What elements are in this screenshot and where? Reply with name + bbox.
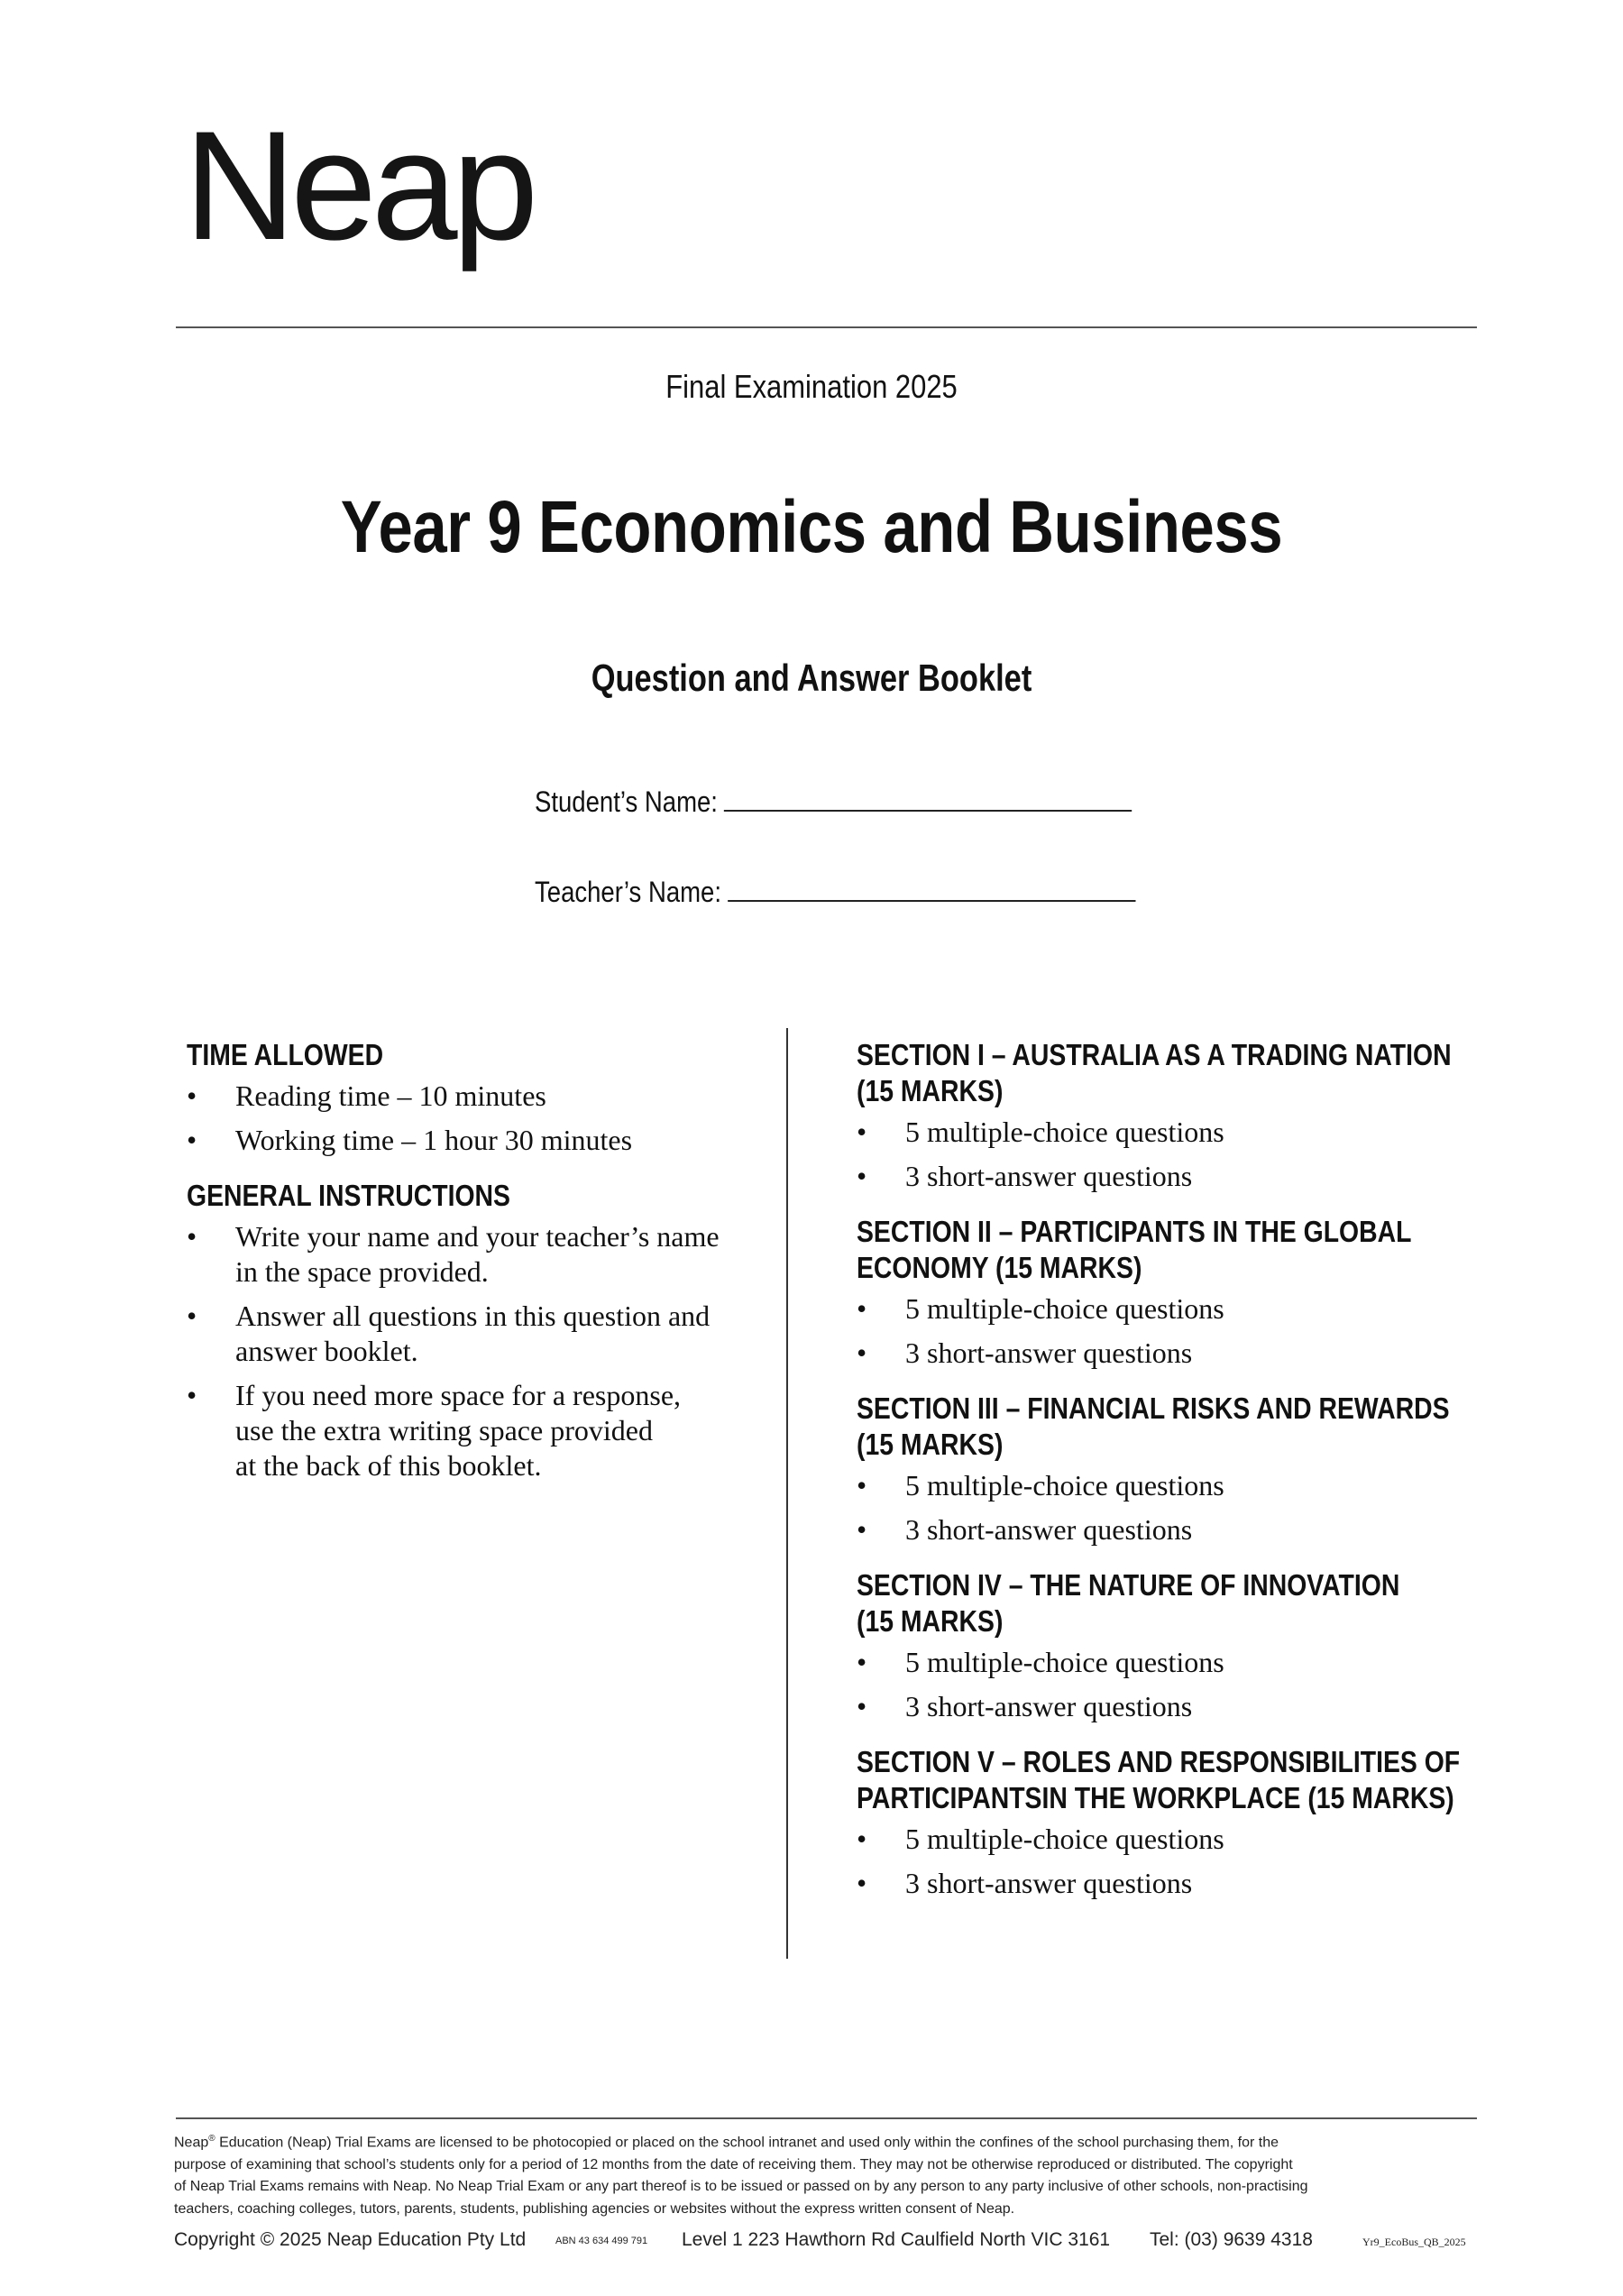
bullet-icon: •	[187, 1079, 197, 1112]
address: Level 1 223 Hawthorn Rd Caulfield North VIC 3161	[682, 2229, 1111, 2250]
list-item: • Reading time – 10 minutes	[187, 1079, 546, 1112]
header-divider	[176, 326, 1477, 328]
section-heading: SECTION I – AUSTRALIA AS A TRADING NATION (15 MARKS)	[857, 1038, 1452, 1107]
section-block	[857, 1391, 1488, 1548]
time-allowed-heading: TIME ALLOWED	[187, 1038, 384, 1071]
section-list	[857, 1822, 1488, 1901]
list-item: • Working time – 1 hour 30 minutes	[187, 1124, 633, 1156]
student-name-label: Student’s Name:	[535, 785, 718, 818]
column-divider	[786, 1028, 788, 1959]
bullet-icon: •	[857, 1823, 867, 1855]
list-item: • 3 short-answer questions	[857, 1160, 1193, 1192]
section-block	[857, 1214, 1488, 1371]
instructions-column	[187, 1037, 764, 1503]
list-item: • 3 short-answer questions	[857, 1867, 1193, 1899]
section-block	[857, 1037, 1488, 1194]
teacher-name-line[interactable]	[728, 873, 1135, 902]
section-block	[857, 1744, 1488, 1901]
list-item: • If you need more space for a response, use the extra writing space provided at the back of this booklet.	[187, 1379, 682, 1482]
list-item: • 5 multiple-choice questions	[857, 1823, 1224, 1855]
license-notice: Neap® Education (Neap) Trial Exams are licensed to be photocopied or placed on the school intranet and used only within the confines of the school purchasing them, for the purpose of examining that school’s students only for a period of 12 months from the date of receiving them. They may not be otherwise reproduced or distributed. The copyright of Neap Trial Exams remains with Neap. No Neap Trial Exam or any part thereof is to be issued or passed on by any person to any party inclusive of other schools, non-practising teachers, coaching colleges, tutors, parents, students, publishing agencies or websites without the express written consent of Neap.	[174, 2134, 1308, 2217]
bullet-icon: •	[187, 1300, 197, 1332]
footer-divider	[176, 2117, 1477, 2119]
teacher-name-label: Teacher’s Name:	[535, 876, 722, 908]
section-heading: SECTION III – FINANCIAL RISKS AND REWARDS (15 MARKS)	[857, 1391, 1450, 1461]
list-item: • 5 multiple-choice questions	[857, 1469, 1224, 1502]
list-item: • 5 multiple-choice questions	[857, 1292, 1224, 1325]
exam-subtitle: Final Examination 2025	[665, 368, 958, 405]
bullet-icon: •	[857, 1160, 867, 1192]
student-name-field[interactable]	[535, 783, 1132, 819]
bullet-icon: •	[187, 1124, 197, 1156]
section-list	[857, 1645, 1488, 1724]
copyright: Copyright © 2025 Neap Education Pty Ltd	[174, 2229, 527, 2250]
bullet-icon: •	[857, 1513, 867, 1546]
section-block	[857, 1567, 1488, 1724]
general-instructions-heading: GENERAL INSTRUCTIONS	[187, 1179, 510, 1212]
section-heading: SECTION IV – THE NATURE OF INNOVATION (15 MARKS)	[857, 1568, 1400, 1638]
bullet-icon: •	[857, 1867, 867, 1899]
bullet-icon: •	[857, 1292, 867, 1325]
section-list	[857, 1468, 1488, 1548]
general-instructions-block	[187, 1178, 764, 1483]
phone: Tel: (03) 9639 4318	[1150, 2229, 1313, 2250]
list-item: • 3 short-answer questions	[857, 1690, 1193, 1722]
list-item: • Answer all questions in this question and answer booklet.	[187, 1300, 711, 1367]
list-item: • Write your name and your teacher’s name in the space provided.	[187, 1220, 720, 1288]
general-instructions-list	[187, 1219, 764, 1483]
bullet-icon: •	[857, 1646, 867, 1678]
page-title: Year 9 Economics and Business	[340, 486, 1283, 568]
section-heading: SECTION II – PARTICIPANTS IN THE GLOBAL ECONOMY (15 MARKS)	[857, 1215, 1412, 1284]
time-allowed-list	[187, 1079, 764, 1158]
time-allowed-block	[187, 1037, 764, 1158]
section-list	[857, 1115, 1488, 1194]
section-list	[857, 1291, 1488, 1371]
neap-logo: Neap	[184, 99, 534, 272]
list-item: • 5 multiple-choice questions	[857, 1116, 1224, 1148]
abn: ABN 43 634 499 791	[555, 2236, 648, 2246]
bullet-icon: •	[857, 1336, 867, 1369]
bullet-icon: •	[857, 1690, 867, 1722]
section-heading: SECTION V – ROLES AND RESPONSIBILITIES OF PARTICIPANTSIN THE WORKPLACE (15 MARKS)	[857, 1745, 1461, 1814]
bullet-icon: •	[187, 1379, 197, 1411]
bullet-icon: •	[857, 1116, 867, 1148]
list-item: • 5 multiple-choice questions	[857, 1646, 1224, 1678]
sections-column	[857, 1037, 1488, 1921]
student-name-line[interactable]	[724, 783, 1132, 812]
bullet-icon: •	[187, 1220, 197, 1253]
list-item: • 3 short-answer questions	[857, 1513, 1193, 1546]
bullet-icon: •	[857, 1469, 867, 1502]
booklet-title: Question and Answer Booklet	[591, 657, 1032, 699]
document-code: Yr9_EcoBus_QB_2025	[1362, 2236, 1466, 2248]
teacher-name-field[interactable]	[535, 873, 1135, 909]
list-item: • 3 short-answer questions	[857, 1336, 1193, 1369]
